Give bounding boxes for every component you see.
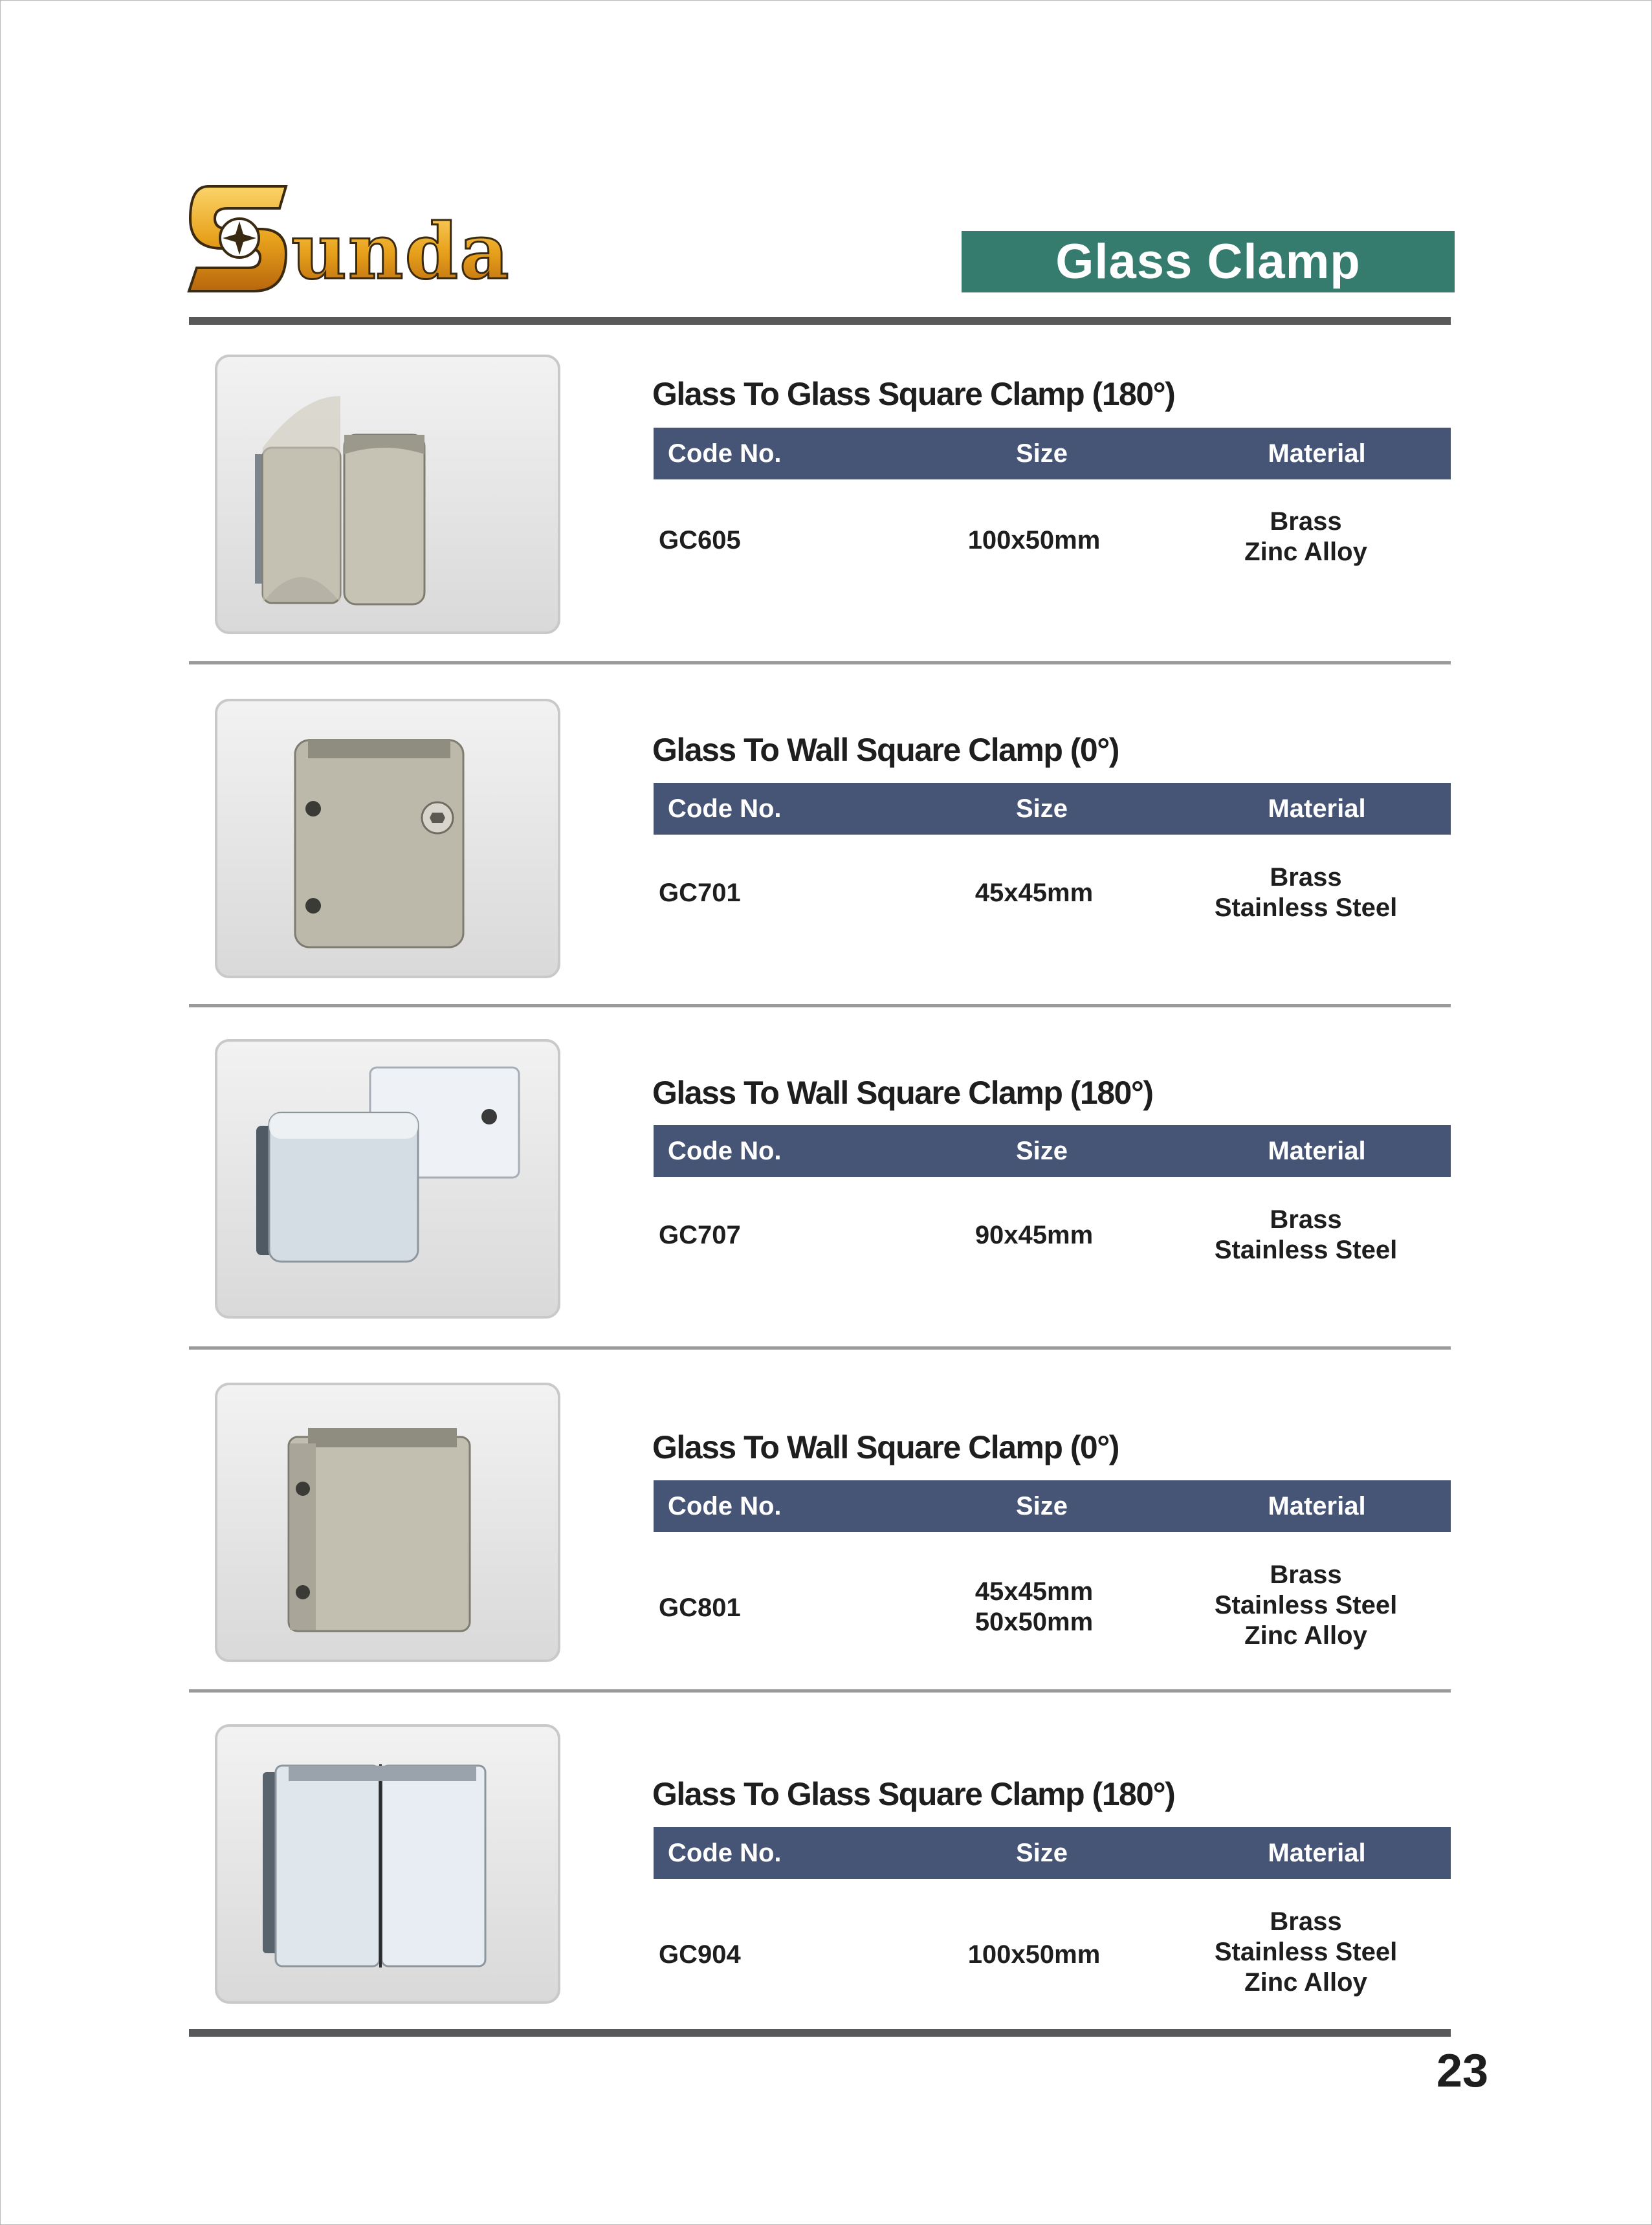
- material-value: Stainless Steel: [1214, 893, 1398, 922]
- col-material-header: Material: [1268, 439, 1366, 468]
- spec-table-header: [654, 1125, 1451, 1177]
- section-divider: [189, 1346, 1451, 1350]
- size-value: 100x50mm: [967, 526, 1101, 554]
- bottom-divider: [189, 2029, 1451, 2037]
- sunda-logo: [189, 181, 511, 298]
- material-value: Stainless Steel: [1214, 1938, 1398, 1966]
- product-photo-gc605: [215, 355, 560, 634]
- product-code: GC707: [659, 1221, 741, 1249]
- product-size: [925, 525, 1143, 556]
- col-material-header: Material: [1268, 795, 1366, 823]
- product-title: Glass To Glass Square Clamp (180°): [652, 1776, 1175, 1812]
- size-value: 45x45mm: [975, 879, 1094, 907]
- material-value: Brass: [1270, 863, 1342, 892]
- col-code-header: Code No.: [668, 439, 782, 468]
- material-value: Zinc Alloy: [1244, 538, 1367, 566]
- spec-table-header: [654, 1827, 1451, 1879]
- product-photo-gc701: [215, 699, 560, 978]
- product-photo-gc707: [215, 1039, 560, 1319]
- product-title: Glass To Wall Square Clamp (0°): [652, 732, 1119, 768]
- product-size: [925, 1577, 1143, 1638]
- product-photo-gc904: [215, 1724, 560, 2004]
- col-size-header: Size: [1015, 1839, 1068, 1867]
- col-material-header: Material: [1268, 1839, 1366, 1867]
- material-value: Brass: [1270, 1907, 1342, 1936]
- logo-graphic: [189, 181, 511, 298]
- spec-table-header: [654, 1480, 1451, 1532]
- section-divider: [189, 661, 1451, 664]
- product-material: [1170, 1560, 1442, 1651]
- page-number: 23: [1436, 2045, 1488, 2097]
- col-size-header: Size: [1015, 795, 1068, 823]
- product-code: GC801: [659, 1594, 741, 1622]
- svg-text:unda: unda: [291, 206, 511, 296]
- product-title: Glass To Wall Square Clamp (0°): [652, 1429, 1119, 1465]
- material-value: Stainless Steel: [1214, 1591, 1398, 1619]
- material-value: Brass: [1270, 1561, 1342, 1589]
- product-title: Glass To Glass Square Clamp (180°): [652, 376, 1175, 412]
- col-material-header: Material: [1268, 1492, 1366, 1520]
- product-photo-gc801: [215, 1383, 560, 1662]
- col-material-header: Material: [1268, 1137, 1366, 1165]
- material-value: Brass: [1270, 1205, 1342, 1234]
- col-size-header: Size: [1015, 1492, 1068, 1520]
- product-title: Glass To Wall Square Clamp (180°): [652, 1075, 1153, 1111]
- col-size-header: Size: [1015, 1137, 1068, 1165]
- product-size: [925, 1220, 1143, 1251]
- product-size: [925, 1940, 1143, 1970]
- col-code-header: Code No.: [668, 1137, 782, 1165]
- size-value: 45x45mm: [975, 1577, 1094, 1606]
- spec-table-header: [654, 428, 1451, 479]
- product-material: [1170, 507, 1442, 567]
- product-code: GC701: [659, 879, 741, 907]
- col-code-header: Code No.: [668, 1839, 782, 1867]
- material-value: Zinc Alloy: [1244, 1621, 1367, 1650]
- col-code-header: Code No.: [668, 1492, 782, 1520]
- spec-table-header: [654, 783, 1451, 835]
- product-code: GC605: [659, 526, 741, 554]
- product-code: GC904: [659, 1940, 741, 1969]
- section-divider: [189, 1004, 1451, 1007]
- material-value: Brass: [1270, 507, 1342, 536]
- product-material: [1170, 862, 1442, 923]
- size-value: 50x50mm: [975, 1608, 1094, 1636]
- product-material: [1170, 1907, 1442, 1998]
- material-value: Stainless Steel: [1214, 1236, 1398, 1264]
- size-value: 90x45mm: [975, 1221, 1094, 1249]
- top-divider: [189, 317, 1451, 325]
- product-material: [1170, 1205, 1442, 1266]
- product-size: [925, 878, 1143, 908]
- col-size-header: Size: [1015, 439, 1068, 468]
- size-value: 100x50mm: [967, 1940, 1101, 1969]
- material-value: Zinc Alloy: [1244, 1968, 1367, 1997]
- section-divider: [189, 1689, 1451, 1693]
- col-code-header: Code No.: [668, 795, 782, 823]
- page-title-band: Glass Clamp: [962, 231, 1455, 292]
